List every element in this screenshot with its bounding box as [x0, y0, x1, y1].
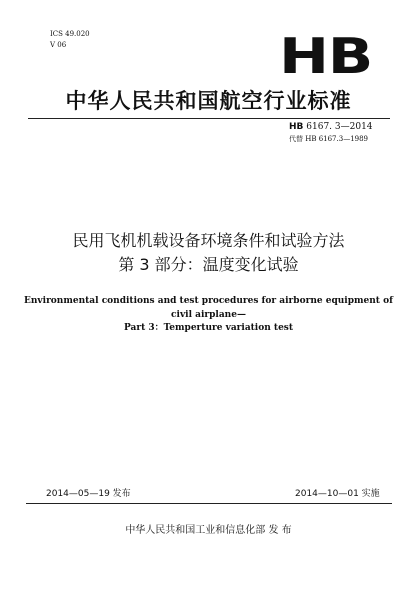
bottom-divider	[26, 503, 392, 504]
classification-code: V 06	[50, 41, 67, 49]
standard-number-prefix: HB	[289, 122, 304, 132]
standard-number	[289, 121, 373, 133]
hb-logo: HB	[279, 28, 373, 85]
publisher: 中华人民共和国工业和信息化部 发 布	[125, 525, 292, 536]
english-title-line-1: Environmental conditions and test procedures for airborne equipment of	[24, 296, 393, 306]
chinese-title-line-1: 民用飞机机载设备环境条件和试验方法	[72, 231, 345, 250]
top-divider	[28, 118, 390, 119]
chinese-title-line-2: 第 3 部分：温度变化试验	[118, 255, 299, 274]
classification-codes	[50, 29, 90, 51]
english-title-line-2: civil airplane—	[171, 310, 246, 320]
english-title-line-3: Part 3：Temperture variation test	[123, 323, 294, 333]
standard-number-value: 6167. 3—2014	[306, 122, 373, 132]
standard-type-heading: 中华人民共和国航空行业标准	[65, 89, 352, 113]
implementation-date: 2014—10—01 实施	[295, 489, 380, 499]
issue-date: 2014—05—19 发布	[46, 489, 131, 499]
ics-code: ICS 49.020	[50, 30, 90, 38]
replaces-standard: 代替 HB 6167.3—1989	[289, 135, 369, 143]
